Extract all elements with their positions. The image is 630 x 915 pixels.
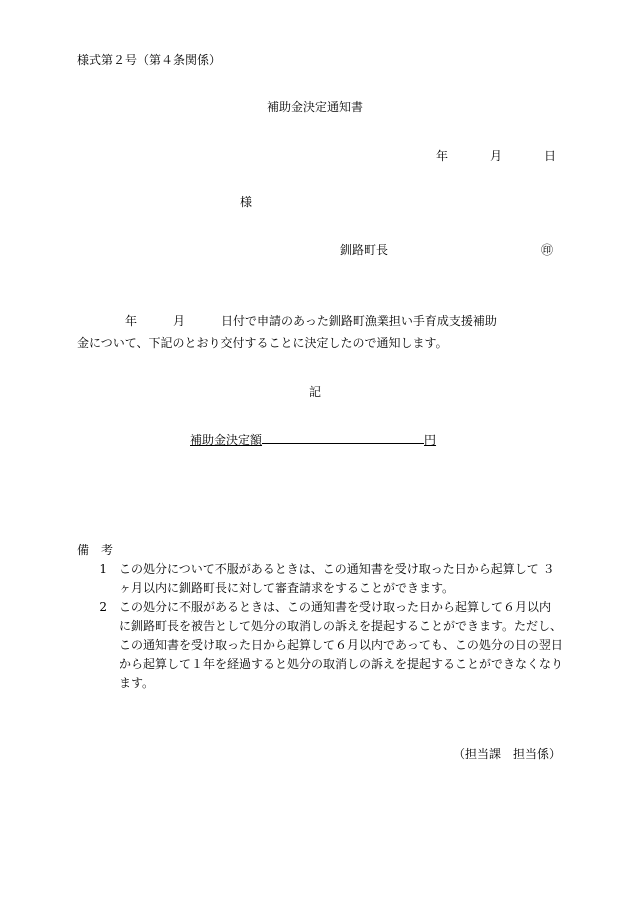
amount-line bbox=[190, 431, 436, 448]
remark-line: この処分に不服があるときは、この通知書を受け取った日から起算して６月以内 bbox=[119, 600, 552, 614]
addressee-suffix: 様 bbox=[240, 195, 253, 209]
remark-line: から起算して１年を経過すると処分の取消しの訴えを提起することができなくなり bbox=[119, 657, 564, 671]
ki-heading: 記 bbox=[308, 385, 321, 399]
remark-line: ます。 bbox=[119, 676, 155, 690]
body-line-2: 金について、下記のとおり交付することに決定したので通知します。 bbox=[77, 336, 448, 350]
date-year: 年 bbox=[436, 149, 449, 163]
form-number: 様式第２号（第４条関係） bbox=[77, 53, 222, 67]
remark-number: 1 bbox=[99, 562, 107, 576]
body-text bbox=[77, 310, 557, 354]
remark-item bbox=[77, 598, 564, 693]
issuer-name: 釧路町長 bbox=[340, 243, 389, 257]
contact-info: （担当課 担当係） bbox=[453, 747, 562, 761]
amount-blank bbox=[262, 431, 424, 444]
remark-line: この処分について不服があるときは、この通知書を受け取った日から起算して ３ bbox=[119, 562, 555, 576]
remarks-heading: 備 考 bbox=[77, 543, 114, 557]
date-day: 日 bbox=[544, 149, 557, 163]
remark-text bbox=[119, 598, 563, 693]
body-line-1: 年 月 日付で申請のあった釧路町漁業担い手育成支援補助 bbox=[77, 314, 497, 328]
remark-text bbox=[119, 560, 557, 598]
amount-unit: 円 bbox=[424, 433, 437, 447]
remark-line: この通知書を受け取った日から起算して６月以内であっても、この処分の日の翌日 bbox=[119, 638, 563, 652]
remark-item bbox=[77, 560, 557, 598]
remarks-list bbox=[77, 560, 564, 693]
seal-mark: ㊞ bbox=[541, 243, 554, 257]
remark-line: ヶ月以内に釧路町長に対して審査請求をすることができます。 bbox=[119, 581, 455, 595]
amount-label: 補助金決定額 bbox=[190, 433, 263, 447]
remark-number: 2 bbox=[99, 600, 107, 614]
document-title: 補助金決定通知書 bbox=[266, 100, 363, 114]
date-line bbox=[436, 148, 556, 164]
remark-line: に釧路町長を被告として処分の取消しの訴えを提起することができます。ただし、 bbox=[119, 619, 563, 633]
date-month: 月 bbox=[490, 149, 503, 163]
